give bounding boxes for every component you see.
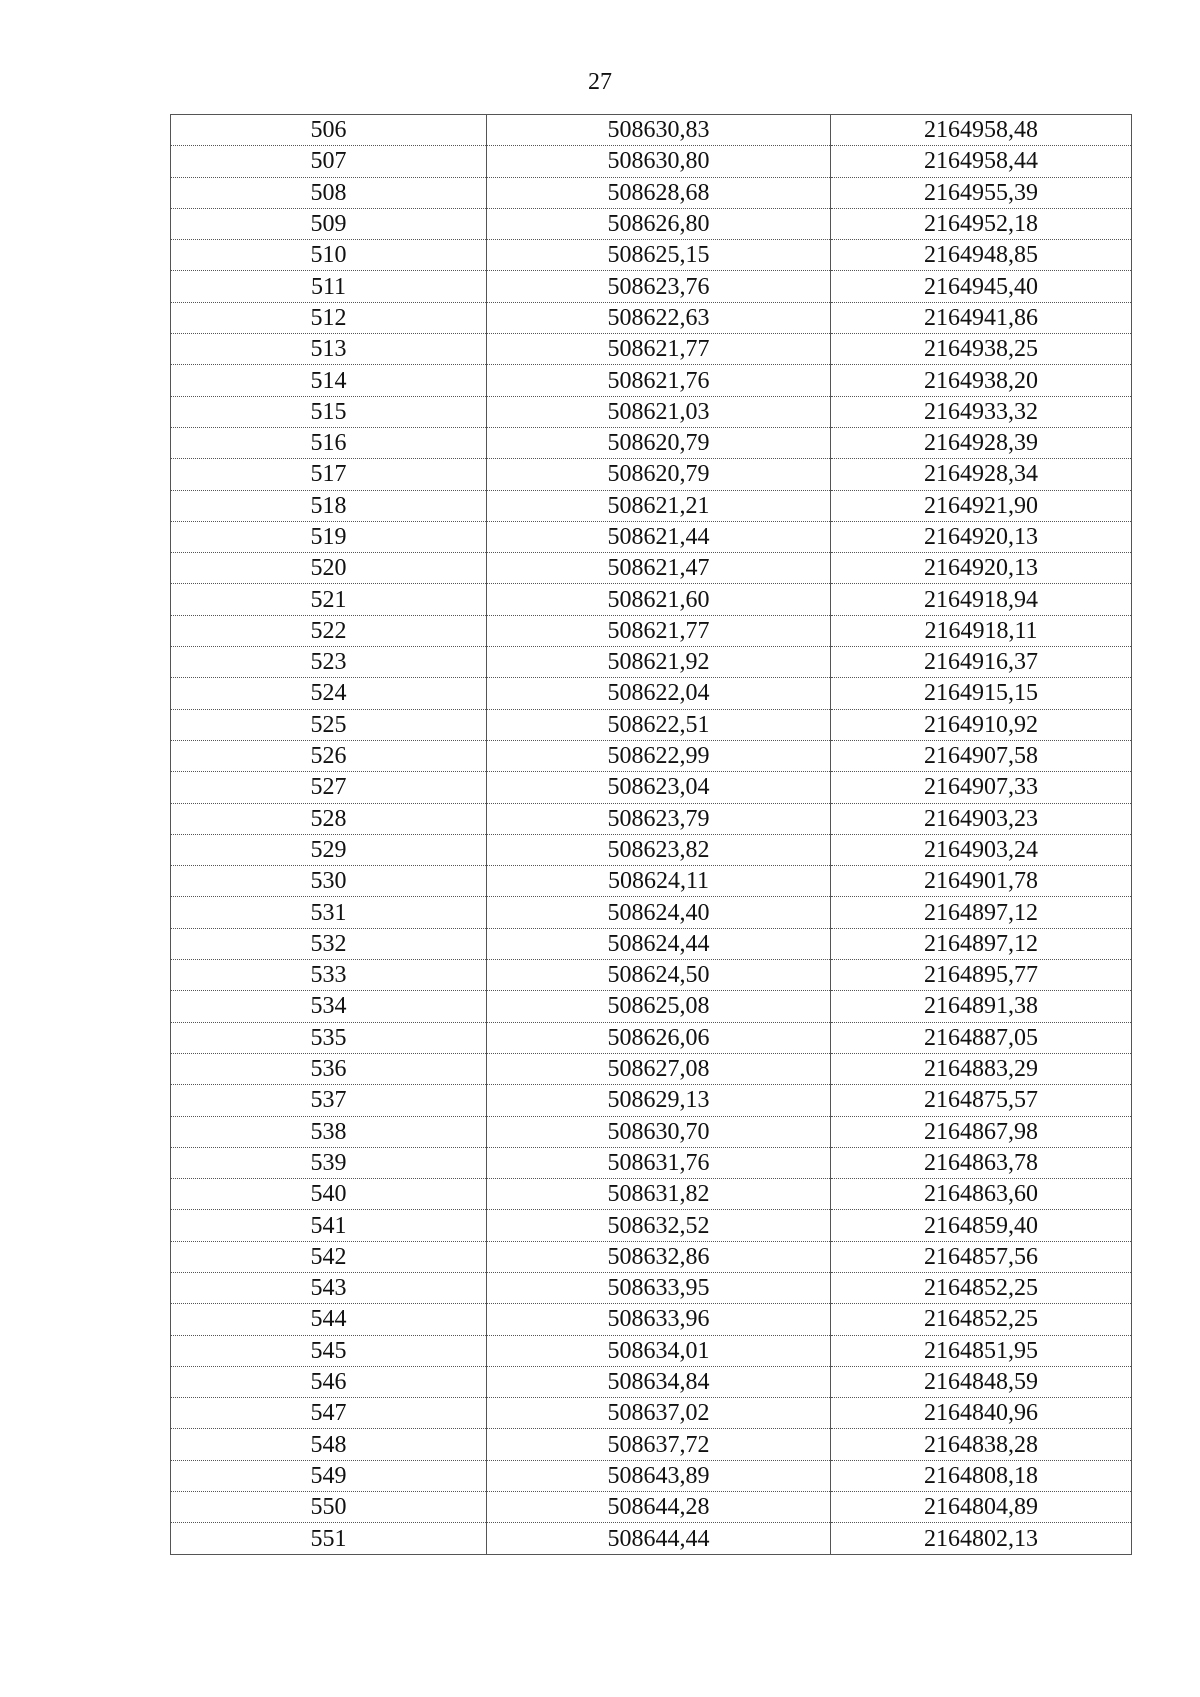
x-coordinate-cell: 508624,50: [487, 960, 831, 991]
y-coordinate-cell: 2164897,12: [831, 928, 1132, 959]
point-number-cell: 540: [171, 1179, 487, 1210]
point-number-cell: 533: [171, 960, 487, 991]
y-coordinate-cell: 2164910,92: [831, 709, 1132, 740]
x-coordinate-cell: 508621,76: [487, 365, 831, 396]
point-number-cell: 543: [171, 1272, 487, 1303]
x-coordinate-cell: 508625,15: [487, 240, 831, 271]
table-row: [171, 1523, 1132, 1554]
x-coordinate-cell: 508631,82: [487, 1179, 831, 1210]
table-row: [171, 521, 1132, 552]
x-coordinate-cell: 508637,02: [487, 1398, 831, 1429]
y-coordinate-cell: 2164958,48: [831, 115, 1132, 146]
x-coordinate-cell: 508622,04: [487, 678, 831, 709]
table-row: [171, 208, 1132, 239]
table-row: [171, 834, 1132, 865]
table-row: [171, 396, 1132, 427]
point-number-cell: 541: [171, 1210, 487, 1241]
y-coordinate-cell: 2164863,78: [831, 1147, 1132, 1178]
table-row: [171, 1022, 1132, 1053]
table-row: [171, 866, 1132, 897]
y-coordinate-cell: 2164921,90: [831, 490, 1132, 521]
point-number-cell: 549: [171, 1460, 487, 1491]
y-coordinate-cell: 2164918,11: [831, 615, 1132, 646]
table-row: [171, 459, 1132, 490]
table-row: [171, 334, 1132, 365]
point-number-cell: 521: [171, 584, 487, 615]
point-number-cell: 550: [171, 1492, 487, 1523]
point-number-cell: 528: [171, 803, 487, 834]
x-coordinate-cell: 508623,82: [487, 834, 831, 865]
x-coordinate-cell: 508626,80: [487, 208, 831, 239]
point-number-cell: 535: [171, 1022, 487, 1053]
x-coordinate-cell: 508621,44: [487, 521, 831, 552]
y-coordinate-cell: 2164918,94: [831, 584, 1132, 615]
x-coordinate-cell: 508643,89: [487, 1460, 831, 1491]
point-number-cell: 547: [171, 1398, 487, 1429]
y-coordinate-cell: 2164897,12: [831, 897, 1132, 928]
table-row: [171, 1179, 1132, 1210]
point-number-cell: 509: [171, 208, 487, 239]
y-coordinate-cell: 2164903,23: [831, 803, 1132, 834]
y-coordinate-cell: 2164883,29: [831, 1053, 1132, 1084]
point-number-cell: 534: [171, 991, 487, 1022]
y-coordinate-cell: 2164903,24: [831, 834, 1132, 865]
point-number-cell: 522: [171, 615, 487, 646]
point-number-cell: 546: [171, 1366, 487, 1397]
x-coordinate-cell: 508623,76: [487, 271, 831, 302]
y-coordinate-cell: 2164938,20: [831, 365, 1132, 396]
table-row: [171, 490, 1132, 521]
table-row: [171, 365, 1132, 396]
y-coordinate-cell: 2164928,39: [831, 427, 1132, 458]
x-coordinate-cell: 508644,44: [487, 1523, 831, 1554]
x-coordinate-cell: 508622,99: [487, 740, 831, 771]
y-coordinate-cell: 2164852,25: [831, 1304, 1132, 1335]
table-row: [171, 1304, 1132, 1335]
point-number-cell: 530: [171, 866, 487, 897]
x-coordinate-cell: 508621,77: [487, 615, 831, 646]
table-row: [171, 1366, 1132, 1397]
table-row: [171, 960, 1132, 991]
x-coordinate-cell: 508621,21: [487, 490, 831, 521]
point-number-cell: 551: [171, 1523, 487, 1554]
point-number-cell: 548: [171, 1429, 487, 1460]
table-row: [171, 271, 1132, 302]
y-coordinate-cell: 2164804,89: [831, 1492, 1132, 1523]
table-row: [171, 240, 1132, 271]
x-coordinate-cell: 508621,92: [487, 647, 831, 678]
table-row: [171, 740, 1132, 771]
table-row: [171, 177, 1132, 208]
point-number-cell: 516: [171, 427, 487, 458]
x-coordinate-cell: 508623,04: [487, 772, 831, 803]
table-row: [171, 553, 1132, 584]
table-row: [171, 772, 1132, 803]
point-number-cell: 512: [171, 302, 487, 333]
y-coordinate-cell: 2164863,60: [831, 1179, 1132, 1210]
y-coordinate-cell: 2164840,96: [831, 1398, 1132, 1429]
y-coordinate-cell: 2164915,15: [831, 678, 1132, 709]
point-number-cell: 507: [171, 146, 487, 177]
x-coordinate-cell: 508633,96: [487, 1304, 831, 1335]
y-coordinate-cell: 2164887,05: [831, 1022, 1132, 1053]
y-coordinate-cell: 2164848,59: [831, 1366, 1132, 1397]
y-coordinate-cell: 2164901,78: [831, 866, 1132, 897]
x-coordinate-cell: 508630,83: [487, 115, 831, 146]
point-number-cell: 532: [171, 928, 487, 959]
table-row: [171, 146, 1132, 177]
y-coordinate-cell: 2164852,25: [831, 1272, 1132, 1303]
y-coordinate-cell: 2164952,18: [831, 208, 1132, 239]
table-row: [171, 1272, 1132, 1303]
point-number-cell: 537: [171, 1085, 487, 1116]
table-row: [171, 302, 1132, 333]
x-coordinate-cell: 508637,72: [487, 1429, 831, 1460]
table-row: [171, 584, 1132, 615]
x-coordinate-cell: 508634,01: [487, 1335, 831, 1366]
point-number-cell: 513: [171, 334, 487, 365]
table-row: [171, 991, 1132, 1022]
y-coordinate-cell: 2164802,13: [831, 1523, 1132, 1554]
point-number-cell: 520: [171, 553, 487, 584]
y-coordinate-cell: 2164808,18: [831, 1460, 1132, 1491]
x-coordinate-cell: 508626,06: [487, 1022, 831, 1053]
x-coordinate-cell: 508620,79: [487, 459, 831, 490]
y-coordinate-cell: 2164920,13: [831, 521, 1132, 552]
point-number-cell: 518: [171, 490, 487, 521]
x-coordinate-cell: 508625,08: [487, 991, 831, 1022]
x-coordinate-cell: 508624,44: [487, 928, 831, 959]
table-row: [171, 615, 1132, 646]
y-coordinate-cell: 2164875,57: [831, 1085, 1132, 1116]
table-row: [171, 1210, 1132, 1241]
x-coordinate-cell: 508620,79: [487, 427, 831, 458]
point-number-cell: 519: [171, 521, 487, 552]
table-row: [171, 647, 1132, 678]
point-number-cell: 510: [171, 240, 487, 271]
x-coordinate-cell: 508634,84: [487, 1366, 831, 1397]
x-coordinate-cell: 508624,11: [487, 866, 831, 897]
point-number-cell: 529: [171, 834, 487, 865]
point-number-cell: 511: [171, 271, 487, 302]
y-coordinate-cell: 2164955,39: [831, 177, 1132, 208]
coordinates-table: [170, 114, 1132, 1555]
point-number-cell: 508: [171, 177, 487, 208]
point-number-cell: 536: [171, 1053, 487, 1084]
x-coordinate-cell: 508632,52: [487, 1210, 831, 1241]
x-coordinate-cell: 508630,70: [487, 1116, 831, 1147]
table-row: [171, 1085, 1132, 1116]
point-number-cell: 531: [171, 897, 487, 928]
x-coordinate-cell: 508622,51: [487, 709, 831, 740]
x-coordinate-cell: 508644,28: [487, 1492, 831, 1523]
y-coordinate-cell: 2164938,25: [831, 334, 1132, 365]
x-coordinate-cell: 508623,79: [487, 803, 831, 834]
y-coordinate-cell: 2164933,32: [831, 396, 1132, 427]
x-coordinate-cell: 508622,63: [487, 302, 831, 333]
table-row: [171, 1492, 1132, 1523]
y-coordinate-cell: 2164838,28: [831, 1429, 1132, 1460]
y-coordinate-cell: 2164851,95: [831, 1335, 1132, 1366]
y-coordinate-cell: 2164895,77: [831, 960, 1132, 991]
point-number-cell: 515: [171, 396, 487, 427]
x-coordinate-cell: 508624,40: [487, 897, 831, 928]
table-row: [171, 709, 1132, 740]
y-coordinate-cell: 2164945,40: [831, 271, 1132, 302]
table-row: [171, 1053, 1132, 1084]
x-coordinate-cell: 508628,68: [487, 177, 831, 208]
x-coordinate-cell: 508631,76: [487, 1147, 831, 1178]
x-coordinate-cell: 508632,86: [487, 1241, 831, 1272]
y-coordinate-cell: 2164958,44: [831, 146, 1132, 177]
table-row: [171, 427, 1132, 458]
point-number-cell: 514: [171, 365, 487, 396]
x-coordinate-cell: 508627,08: [487, 1053, 831, 1084]
y-coordinate-cell: 2164920,13: [831, 553, 1132, 584]
y-coordinate-cell: 2164907,33: [831, 772, 1132, 803]
table-row: [171, 1460, 1132, 1491]
table-row: [171, 897, 1132, 928]
table-row: [171, 1147, 1132, 1178]
point-number-cell: 538: [171, 1116, 487, 1147]
table-row: [171, 678, 1132, 709]
table-row: [171, 803, 1132, 834]
point-number-cell: 506: [171, 115, 487, 146]
x-coordinate-cell: 508629,13: [487, 1085, 831, 1116]
table-row: [171, 1241, 1132, 1272]
point-number-cell: 545: [171, 1335, 487, 1366]
y-coordinate-cell: 2164859,40: [831, 1210, 1132, 1241]
point-number-cell: 517: [171, 459, 487, 490]
x-coordinate-cell: 508633,95: [487, 1272, 831, 1303]
point-number-cell: 544: [171, 1304, 487, 1335]
x-coordinate-cell: 508621,60: [487, 584, 831, 615]
point-number-cell: 524: [171, 678, 487, 709]
table-row: [171, 1335, 1132, 1366]
table-row: [171, 1429, 1132, 1460]
y-coordinate-cell: 2164857,56: [831, 1241, 1132, 1272]
point-number-cell: 542: [171, 1241, 487, 1272]
point-number-cell: 539: [171, 1147, 487, 1178]
table-row: [171, 1116, 1132, 1147]
x-coordinate-cell: 508621,77: [487, 334, 831, 365]
x-coordinate-cell: 508621,47: [487, 553, 831, 584]
y-coordinate-cell: 2164948,85: [831, 240, 1132, 271]
point-number-cell: 525: [171, 709, 487, 740]
table-row: [171, 115, 1132, 146]
y-coordinate-cell: 2164907,58: [831, 740, 1132, 771]
point-number-cell: 526: [171, 740, 487, 771]
x-coordinate-cell: 508621,03: [487, 396, 831, 427]
point-number-cell: 527: [171, 772, 487, 803]
y-coordinate-cell: 2164891,38: [831, 991, 1132, 1022]
y-coordinate-cell: 2164916,37: [831, 647, 1132, 678]
point-number-cell: 523: [171, 647, 487, 678]
table-row: [171, 928, 1132, 959]
y-coordinate-cell: 2164941,86: [831, 302, 1132, 333]
table-row: [171, 1398, 1132, 1429]
y-coordinate-cell: 2164867,98: [831, 1116, 1132, 1147]
x-coordinate-cell: 508630,80: [487, 146, 831, 177]
page-number: 27: [588, 69, 612, 95]
y-coordinate-cell: 2164928,34: [831, 459, 1132, 490]
coordinates-table-body: [171, 115, 1132, 1555]
